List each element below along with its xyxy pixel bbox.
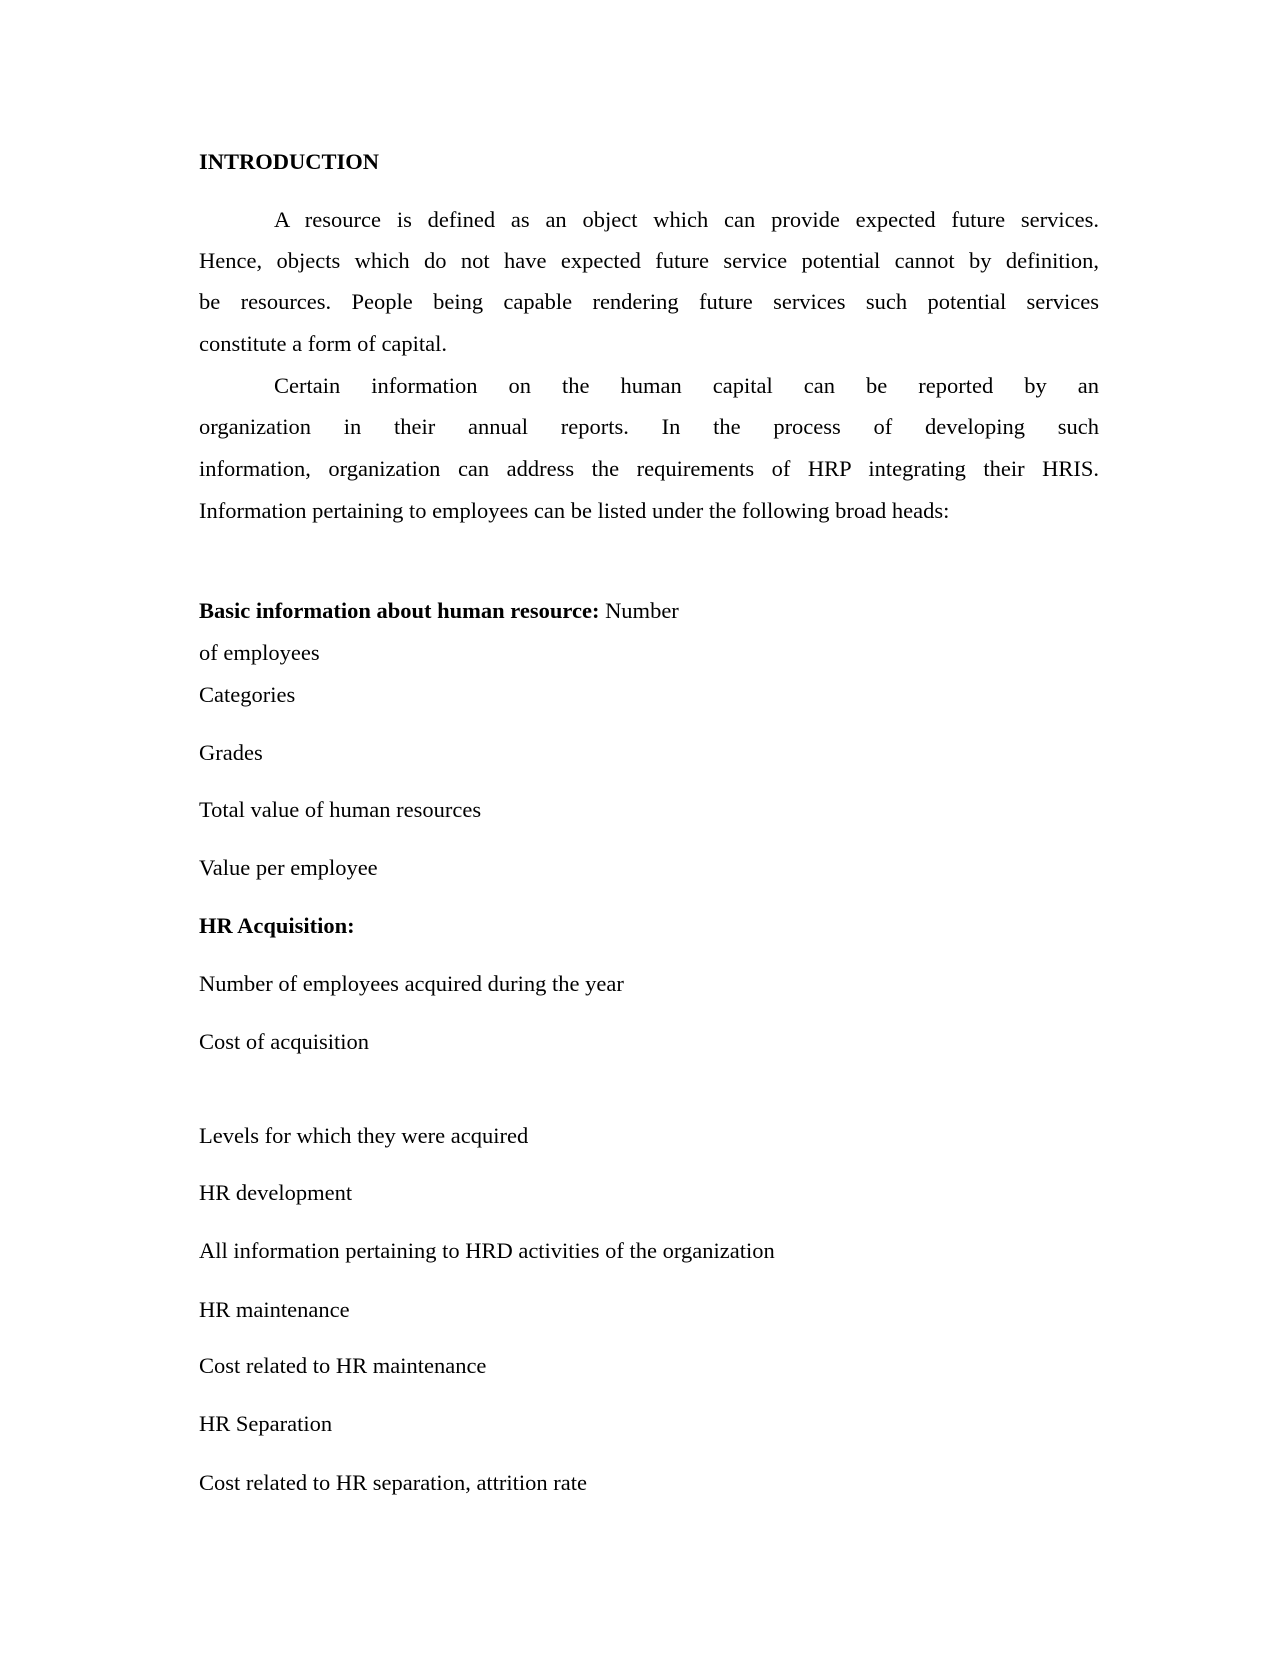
hr-development-item: All information pertaining to HRD activities of the organization [199, 1238, 775, 1263]
basic-info-item-total-value: Total value of human resources [199, 797, 482, 822]
paragraph-2-line-1: Certain information on the human capital can be reported by an [274, 373, 1099, 398]
hr-acquisition-heading: HR Acquisition: [199, 913, 355, 938]
paragraph-2-line-2: organization in their annual reports. In the process of developing such [199, 414, 1099, 439]
hr-acquisition-item-number: Number of employees acquired during the year [199, 971, 624, 996]
hr-maintenance-item: Cost related to HR maintenance [199, 1353, 487, 1378]
paragraph-2-line-3: information, organization can address the requirements of HRP integrating their HRIS. [199, 456, 1099, 481]
basic-info-heading: Basic information about human resource [199, 598, 592, 623]
section-title: INTRODUCTION [199, 149, 380, 174]
hr-separation-heading: HR Separation [199, 1411, 333, 1436]
hr-separation-item: Cost related to HR separation, attrition rate [199, 1470, 588, 1495]
basic-info-item-grades: Grades [199, 740, 263, 765]
basic-info-colon: : [591, 598, 600, 623]
paragraph-1-line-1: A resource is defined as an object which can provide expected future services. [274, 207, 1099, 232]
paragraph-1-line-3: be resources. People being capable rendering future services such potential services [199, 289, 1099, 314]
basic-info-after-heading: Number [599, 598, 679, 623]
basic-info-heading-line [199, 597, 679, 625]
paragraph-1-line-2: Hence, objects which do not have expected future service potential cannot by definition, [199, 248, 1099, 273]
hr-acquisition-item-levels: Levels for which they were acquired [199, 1123, 529, 1148]
basic-info-item-value-per-employee: Value per employee [199, 855, 378, 880]
basic-info-continuation: of employees [199, 640, 320, 665]
paragraph-1-line-4: constitute a form of capital. [199, 331, 448, 356]
paragraph-2-line-4: Information pertaining to employees can be listed under the following broad heads: [199, 498, 950, 523]
hr-development-heading: HR development [199, 1180, 353, 1205]
basic-info-item-categories: Categories [199, 682, 296, 707]
hr-maintenance-heading: HR maintenance [199, 1297, 350, 1322]
hr-acquisition-item-cost: Cost of acquisition [199, 1029, 369, 1054]
